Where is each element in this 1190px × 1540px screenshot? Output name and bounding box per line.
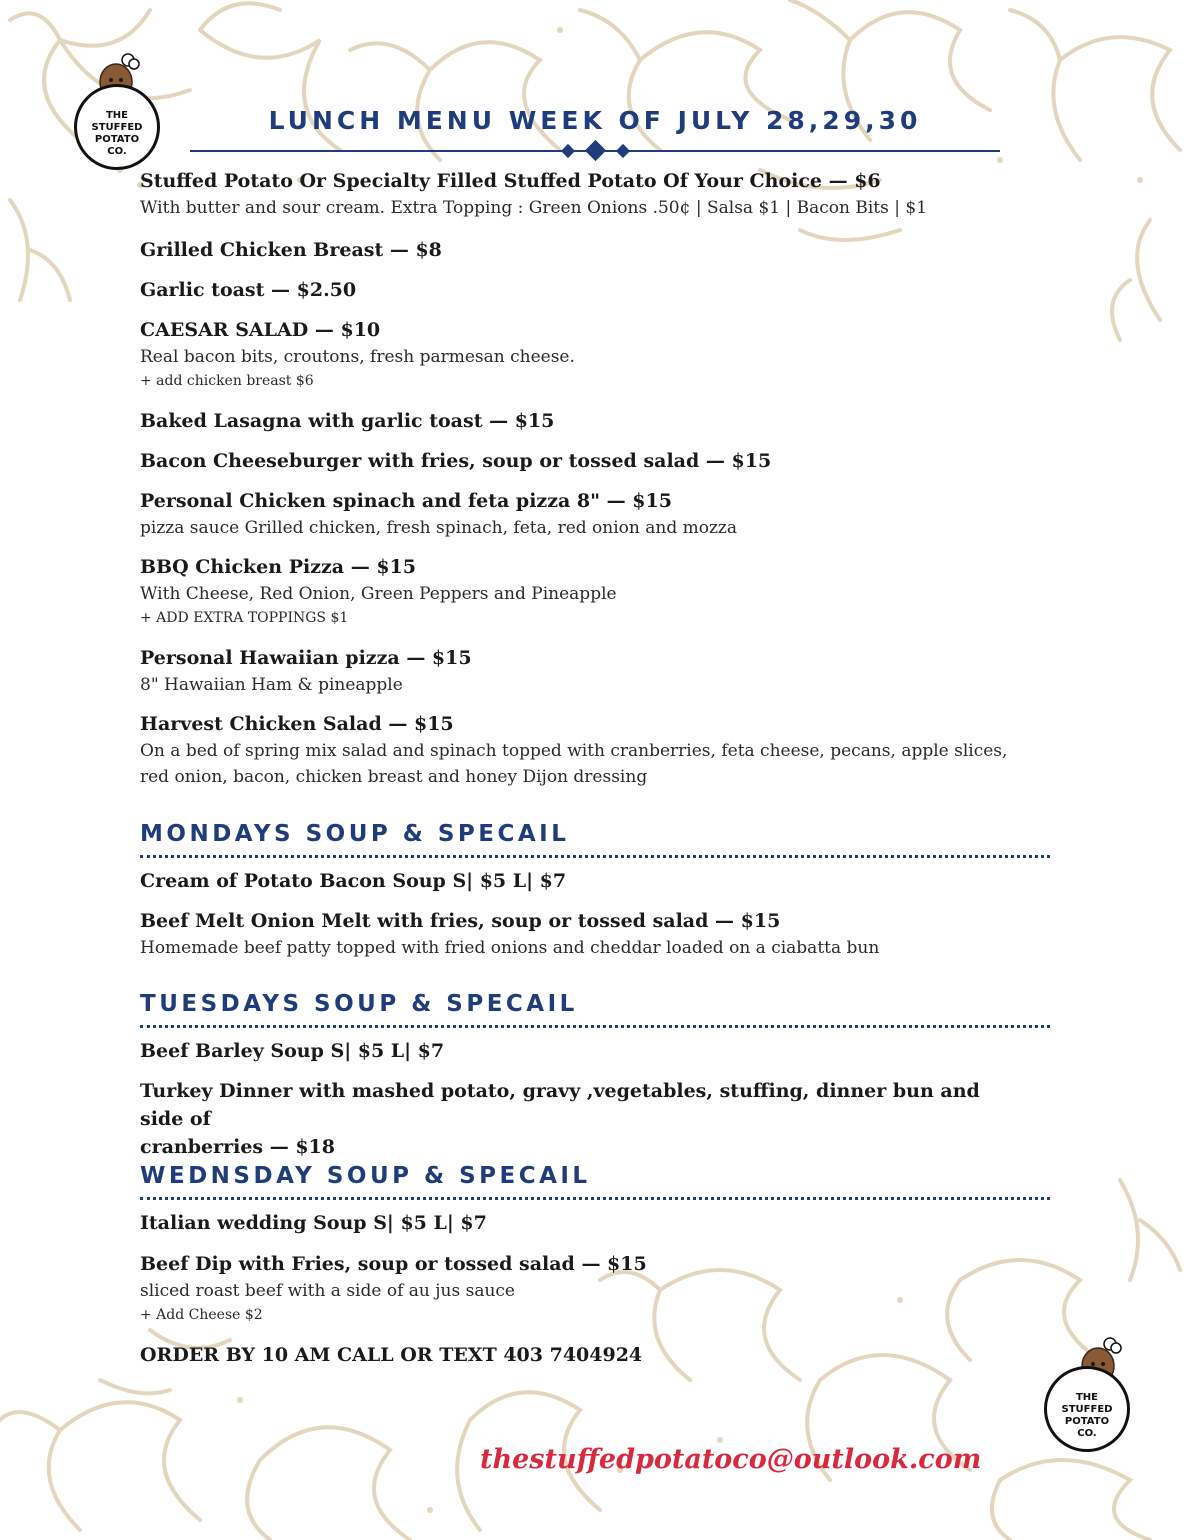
- item-description: pizza sauce Grilled chicken, fresh spinach, feta, red onion and mozza: [140, 518, 738, 538]
- section-divider: [140, 1025, 1050, 1028]
- item-name: Harvest Chicken Salad — $15: [140, 713, 454, 735]
- menu-item: [140, 316, 1020, 392]
- item-description: Homemade beef patty topped with fried onions and cheddar loaded on a ciabatta bun: [140, 938, 880, 958]
- logo-badge: [1044, 1366, 1130, 1452]
- item-name: Beef Melt Onion Melt with fries, soup or tossed salad — $15: [140, 910, 781, 932]
- item-name: Beef Dip with Fries, soup or tossed salad — $15: [140, 1253, 647, 1275]
- item-description: On a bed of spring mix salad and spinach topped with cranberries, feta cheese, pecans, apple slices,: [140, 741, 1008, 761]
- item-name: Personal Hawaiian pizza — $15: [140, 647, 472, 669]
- item-description: 8" Hawaiian Ham & pineapple: [140, 675, 403, 695]
- item-description: Real bacon bits, croutons, fresh parmesan cheese.: [140, 347, 575, 367]
- menu-item: [140, 710, 1020, 790]
- menu-item: [140, 447, 1020, 475]
- item-name: Italian wedding Soup S| $5 L| $7: [140, 1212, 487, 1234]
- section-heading-monday: MONDAYS SOUP & SPECAIL: [140, 821, 570, 847]
- menu-item: [140, 553, 1020, 629]
- menu-item: [140, 1037, 1020, 1065]
- logo-badge: [74, 84, 160, 170]
- contact-email-link[interactable]: thestuffedpotatoco@outlook.com: [480, 1444, 982, 1475]
- logo-text: THE STUFFED POTATO CO.: [1061, 1392, 1113, 1439]
- item-name: Cream of Potato Bacon Soup S| $5 L| $7: [140, 870, 567, 892]
- section-divider: [140, 855, 1050, 858]
- section-divider: [140, 1197, 1050, 1200]
- menu-item: [140, 644, 1020, 698]
- menu-item: [140, 487, 1020, 541]
- menu-item: [140, 1209, 1020, 1237]
- item-name: Stuffed Potato Or Specialty Filled Stuffed Potato Of Your Choice — $6: [140, 170, 881, 192]
- item-name: BBQ Chicken Pizza — $15: [140, 556, 416, 578]
- item-description: sliced roast beef with a side of au jus sauce: [140, 1281, 515, 1301]
- item-description: With Cheese, Red Onion, Green Peppers and Pineapple: [140, 584, 617, 604]
- item-name: CAESAR SALAD — $10: [140, 319, 381, 341]
- menu-item: [140, 1250, 1020, 1326]
- section-heading-wednesday: WEDNSDAY SOUP & SPECAIL: [140, 1163, 591, 1189]
- item-name: Garlic toast — $2.50: [140, 279, 357, 301]
- item-name: Turkey Dinner with mashed potato, gravy ,vegetables, stuffing, dinner bun and side of: [140, 1080, 980, 1130]
- item-addon: + Add Cheese $2: [140, 1307, 263, 1323]
- menu-item: [140, 167, 1020, 221]
- order-instructions: ORDER BY 10 AM CALL OR TEXT 403 7404924: [140, 1344, 643, 1366]
- item-name: Beef Barley Soup S| $5 L| $7: [140, 1040, 445, 1062]
- menu-item: [140, 407, 1020, 435]
- item-description-continued: red onion, bacon, chicken breast and honey Dijon dressing: [140, 767, 648, 787]
- menu-item: [140, 867, 1020, 895]
- divider-diamond-icon: [616, 144, 630, 158]
- menu-item: [140, 276, 1020, 304]
- menu-item: [140, 236, 1020, 264]
- item-addon: + ADD EXTRA TOPPINGS $1: [140, 610, 349, 626]
- menu-item: [140, 907, 1020, 961]
- item-addon: + add chicken breast $6: [140, 373, 314, 389]
- section-heading-tuesday: TUESDAYS SOUP & SPECAIL: [140, 991, 578, 1017]
- item-name: Grilled Chicken Breast — $8: [140, 239, 442, 261]
- divider-diamond-icon: [585, 140, 606, 161]
- item-name: Baked Lasagna with garlic toast — $15: [140, 410, 555, 432]
- item-name: Personal Chicken spinach and feta pizza 8" — $15: [140, 490, 672, 512]
- menu-item: [140, 1077, 1020, 1161]
- menu-title: LUNCH MENU WEEK OF JULY 28,29,30: [268, 106, 922, 135]
- divider-diamond-icon: [561, 144, 575, 158]
- item-name-continued: cranberries — $18: [140, 1136, 335, 1158]
- logo-text: THE STUFFED POTATO CO.: [91, 110, 143, 157]
- item-description: With butter and sour cream. Extra Topping : Green Onions .50¢ | Salsa $1 | Bacon Bits | $1: [140, 198, 928, 218]
- item-name: Bacon Cheeseburger with fries, soup or tossed salad — $15: [140, 450, 772, 472]
